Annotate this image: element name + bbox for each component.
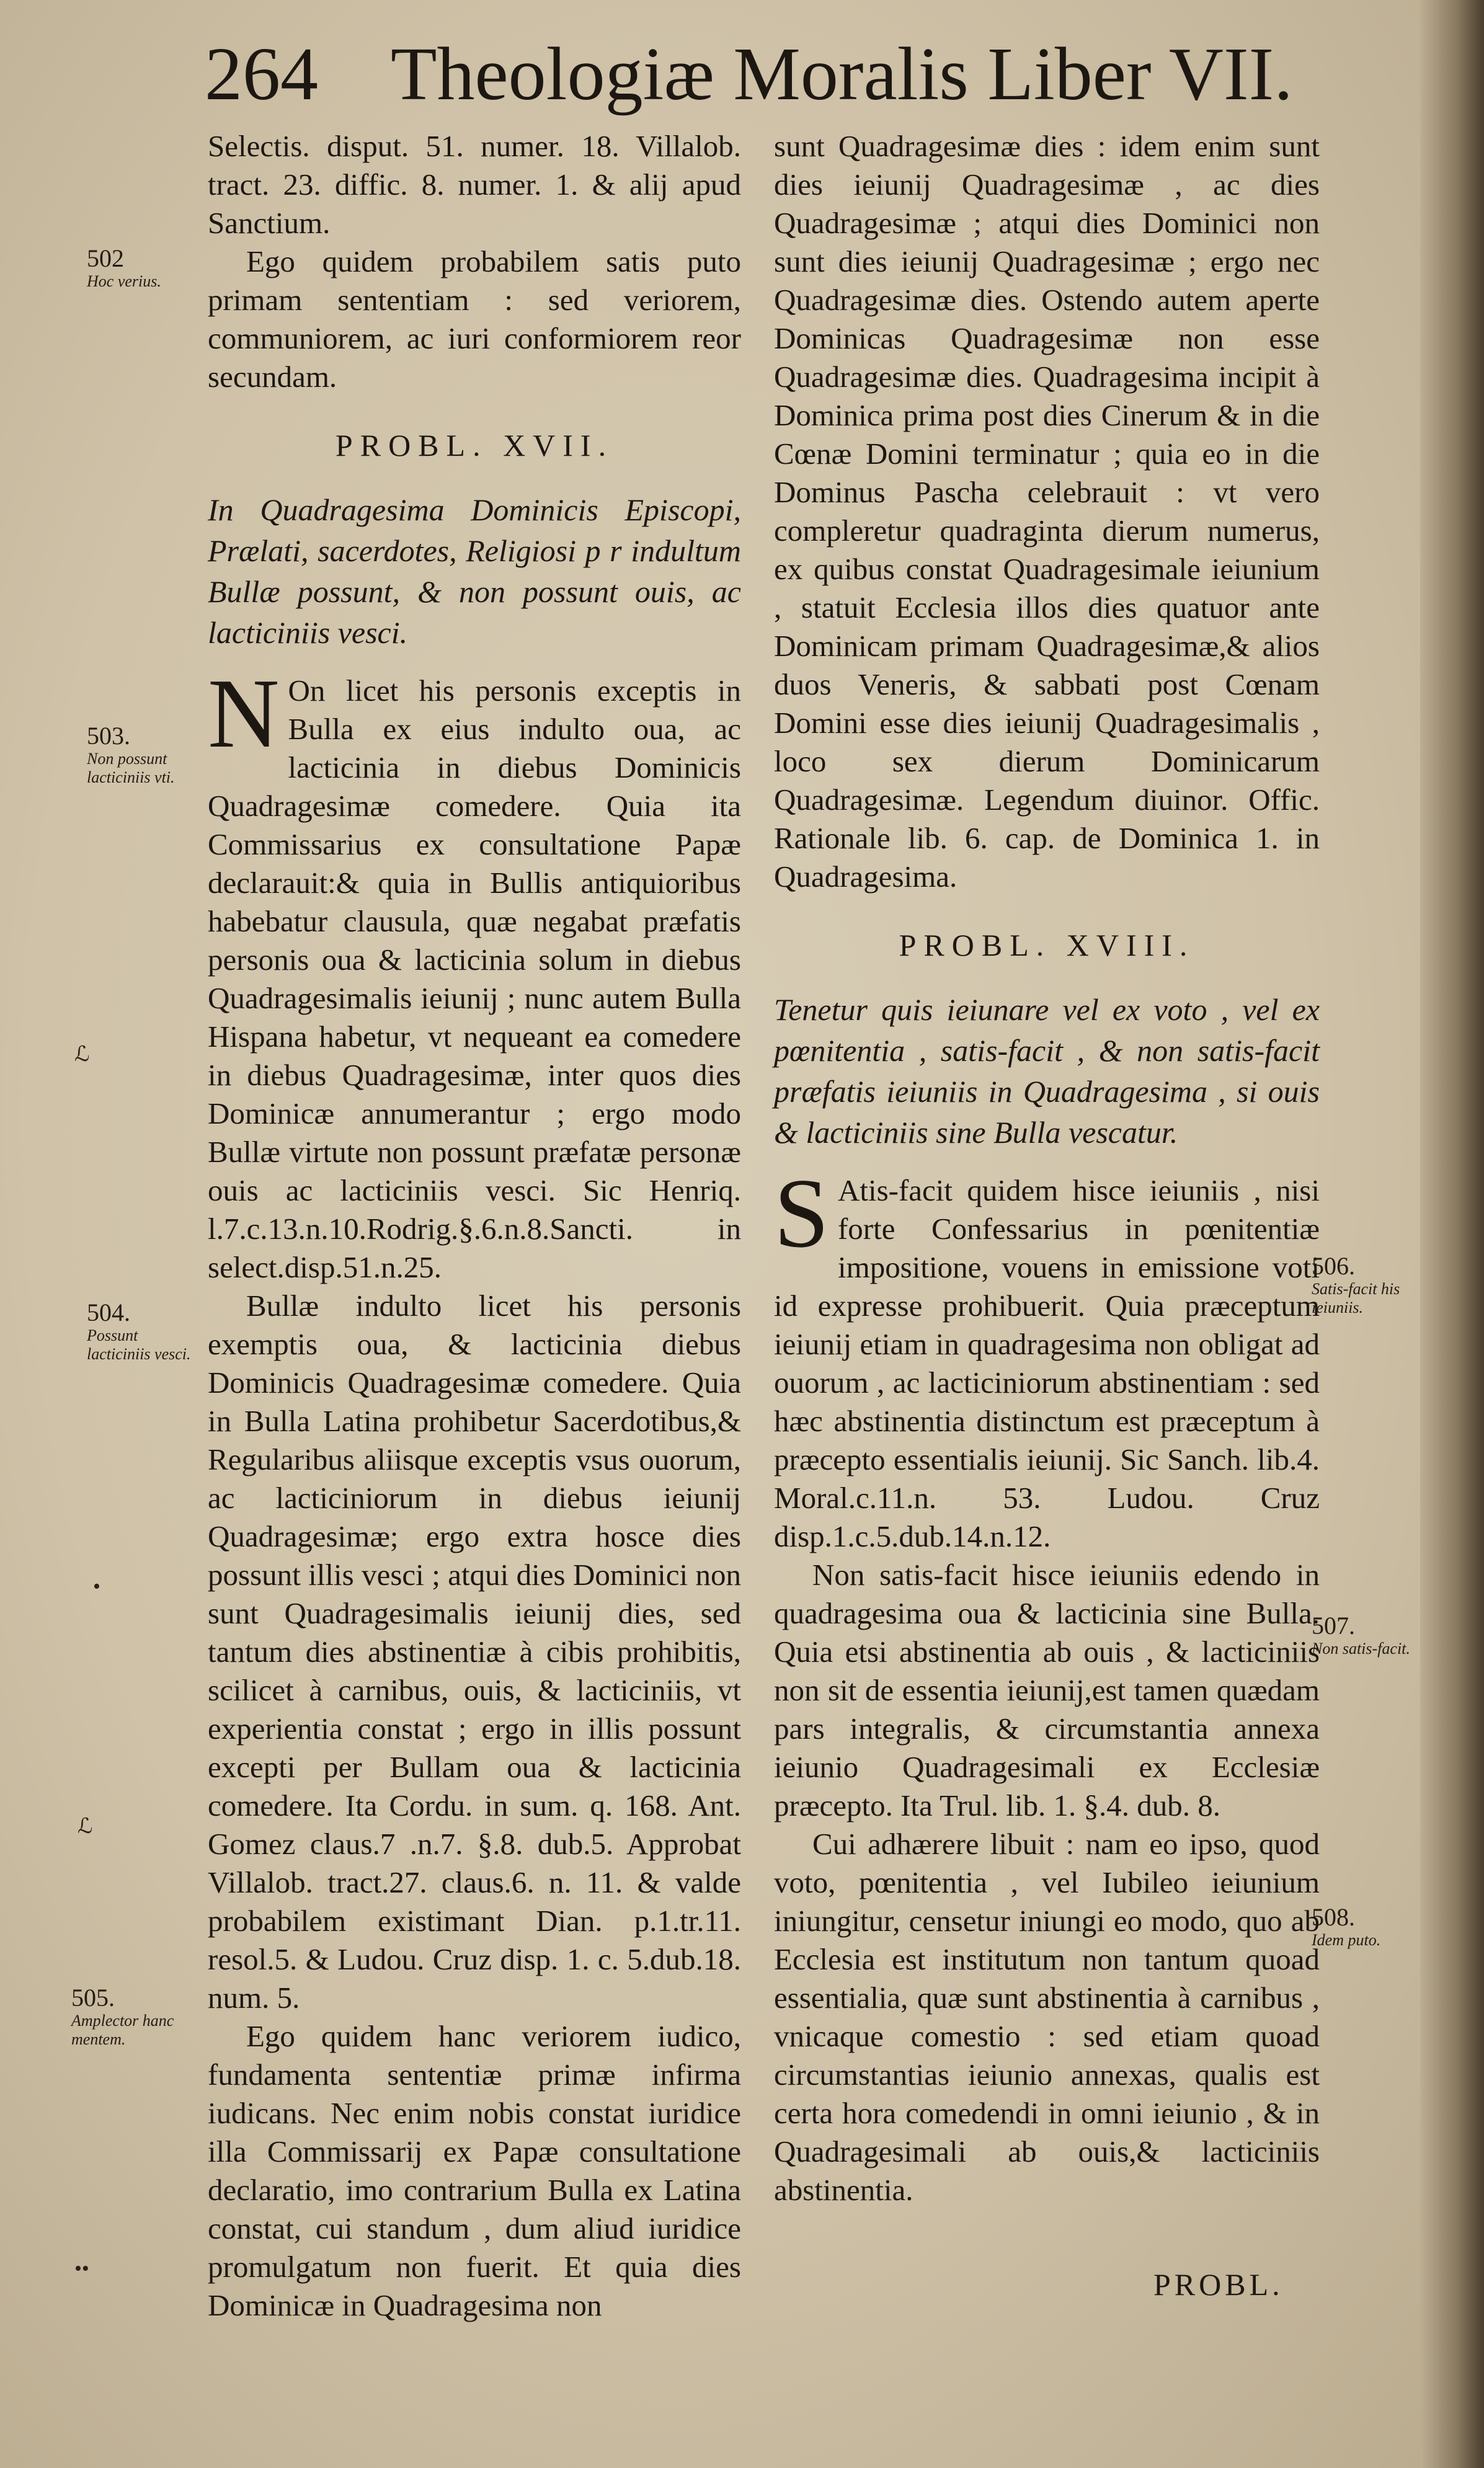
margin-note-503	[87, 722, 205, 787]
margin-note-506	[1312, 1253, 1417, 1317]
running-head	[205, 31, 1293, 118]
drop-cap-n: N	[208, 658, 280, 768]
page-gutter-shadow	[1420, 0, 1484, 2468]
paragraph-506	[774, 1158, 1320, 1556]
margin-text-504: Possunt lacticiniis vesci.	[87, 1326, 191, 1363]
margin-text-508: Idem puto.	[1312, 1931, 1381, 1949]
section-heading-probl-18: PROBL. XVIII.	[899, 928, 1195, 962]
margin-text-505: Amplector hanc mentem.	[71, 2012, 174, 2048]
margin-note-507	[1312, 1612, 1417, 1658]
section-summary-probl-18: Tenetur quis ieiunare vel ex voto , vel ex pœnitentia , satis-facit , & non satis-facit præfatis ieiuniis in Quadragesima , si ouis & lacticiniis sine Bulla vescatur.	[774, 992, 1320, 1150]
printer-mark: ••	[74, 2257, 89, 2280]
section-summary-probl-17: In Quadragesima Dominicis Episcopi, Prælati, sacerdotes, Religiosi p r indultum Bullæ possunt, & non possunt ouis, ac lacticiniis vesci.	[208, 492, 741, 650]
printer-mark: •	[93, 1575, 100, 1598]
paragraph-505: Ego quidem hanc veriorem iudico, fundamenta sententiæ primæ infirma iudicans. Nec enim nobis constat iuridice illa Commissarij ex Papæ consultatione declaratio, imo contrarium Bulla ex Latina constat, cui standum , dum aliud iuridice promulgatum non fuerit. Et quia dies Dominicæ in Quadragesima non	[208, 2019, 741, 2322]
margin-note-505	[71, 1984, 202, 2049]
paragraph-503	[208, 658, 741, 1287]
margin-number-505: 505.	[71, 1984, 115, 2012]
margin-text-502: Hoc verius.	[87, 272, 161, 290]
paragraph-507: Non satis-facit hisce ieiuniis edendo in quadragesima oua & lacticinia sine Bulla. Quia etsi abstinentia ab ouis , & lacticiniis non sit de essentia ieiunij,est tamen quædam pars integralis, & circumstantia annexa ieiunio Quadragesimali ex Ecclesiæ præcepto. Ita Trul. lib. 1. §.4. dub. 8.	[774, 1558, 1320, 1822]
printer-mark: ℒ	[74, 1043, 90, 1066]
paragraph-continued-right: sunt Quadragesimæ dies : idem enim sunt dies ieiunij Quadragesimæ , ac dies Quadragesimæ ; atqui dies Dominici non sunt dies ieiunij Quadragesimæ ; ergo nec Quadragesimæ dies. Ostendo autem aperte Dominicas Quadragesimæ non esse Quadragesimæ dies. Quadragesima incipit à Dominica prima post dies Cinerum & in die Cœnæ Domini terminatur ; quia eo in die Dominus Pascha celebrauit : vt vero compleretur quadraginta dierum numerus, ex quibus constat Quadragesimale ieiunium , statuit Ecclesia illos dies quatuor ante Dominicam primam Quadragesimæ,& alios duos Veneris, & sabbati post Cœnam Domini esse dies ieiunij Quadragesimalis , loco sex dierum Dominicarum Quadragesimæ. Legendum diuinor. Offic. Rationale lib. 6. cap. de Dominica 1. in Quadragesima.	[774, 129, 1320, 894]
margin-note-504	[87, 1299, 205, 1364]
page-title: Theologiæ Moralis Liber VII.	[391, 32, 1293, 116]
paragraph-502: Ego quidem probabilem satis puto primam sententiam : sed veriorem, communiorem, ac iuri conformiorem reor secundam.	[208, 244, 741, 394]
margin-number-503: 503.	[87, 722, 130, 750]
catchword: PROBL.	[1153, 2267, 1284, 2302]
margin-text-503: Non possunt lacticiniis vti.	[87, 750, 175, 786]
paragraph-continued: Selectis. disput. 51. numer. 18. Villalob. tract. 23. diffic. 8. numer. 1. & alij apud Sanctium.	[208, 129, 741, 240]
left-column	[208, 127, 741, 2325]
paragraph-503-text: On licet his personis exceptis in Bulla ex eius indulto oua, ac lacticinia in diebus Dominicis Quadragesimæ comedere. Quia ita Commissarius ex consultatione Papæ declarauit:& quia in Bullis antiquioribus habebatur clausula, quæ negabat præfatis personis oua & lacticinia solum in diebus Quadragesimalis ieiunij ; nunc autem Bulla Hispana habetur, vt nequeant ea comedere in diebus Quadragesimæ, inter quos dies Dominicæ annumerantur ; ergo modo Bullæ virtute non possunt præfatæ personæ ouis ac lacticiniis vesci. Sic Henriq. l.7.c.13.n.10.Rodrig.§.6.n.8.Sancti. in select.disp.51.n.25.	[208, 673, 741, 1284]
page-number: 264	[205, 32, 318, 116]
paragraph-508: Cui adhærere libuit : nam eo ipso, quod voto, pœnitentia , vel Iubileo ieiunium iniungitur, censetur iniungi eo modo, quo ab Ecclesia est institutum non tantum quoad essentialia, quæ sunt abstinentia à carnibus , vnicaque comestio : sed etiam quoad circumstantias ieiunio annexas, qualis est certa hora comedendi in omni ieiunio , & in Quadragesimali ab ouis,& lacticiniis abstinentia.	[774, 1827, 1320, 2207]
margin-note-508	[1312, 1904, 1417, 1950]
section-heading-probl-17: PROBL. XVII.	[335, 428, 614, 463]
margin-number-506: 506.	[1312, 1252, 1355, 1280]
drop-cap-s: S	[774, 1158, 829, 1268]
right-column	[774, 127, 1320, 2209]
margin-number-502: 502	[87, 244, 124, 272]
margin-note-502	[87, 245, 198, 291]
paragraph-506-text: Atis-facit quidem hisce ieiuniis , nisi forte Confessarius in pœnitentiæ impositione, vouens in emissione voti id expresse prohibuerit. Quia præceptum ieiunij etiam in quadragesima non obligat ad ouorum , ac lacticiniorum abstinentiam : sed hæc abstinentia distinctum est præceptum à præcepto essentialis ieiunij. Sic Sanch. lib.4. Moral.c.11.n. 53. Ludou. Cruz disp.1.c.5.dub.14.n.12.	[774, 1173, 1320, 1553]
margin-number-508: 508.	[1312, 1903, 1355, 1931]
margin-text-507: Non satis-facit.	[1312, 1640, 1410, 1658]
margin-number-504: 504.	[87, 1298, 130, 1326]
margin-text-506: Satis-facit his ieiuniis.	[1312, 1280, 1400, 1316]
printer-mark: ℒ	[78, 1815, 93, 1838]
paragraph-504: Bullæ indulto licet his personis exemptis oua, & lacticinia diebus Dominicis Quadragesimæ comedere. Quia in Bulla Latina prohibetur Sacerdotibus,& Regularibus aliisque exceptis vsus ouorum, ac lacticiniorum in diebus ieiunij Quadragesimæ; ergo extra hosce dies possunt illis vesci ; atqui dies Dominici non sunt Quadragesimalis ieiunij dies, sed tantum dies abstinentiæ à cibis prohibitis, scilicet à carnibus, ouis, & lacticiniis, vt experientia constat ; ergo in illis possunt excepti per Bullam oua & lacticinia comedere. Ita Cordu. in sum. q. 168. Ant. Gomez claus.7 .n.7. §.8. dub.5. Approbat Villalob. tract.27. claus.6. n. 11. & valde probabilem existimant Dian. p.1.tr.11. resol.5. & Ludou. Cruz disp. 1. c. 5.dub.18. num. 5.	[208, 1289, 741, 2015]
margin-number-507: 507.	[1312, 1612, 1355, 1640]
